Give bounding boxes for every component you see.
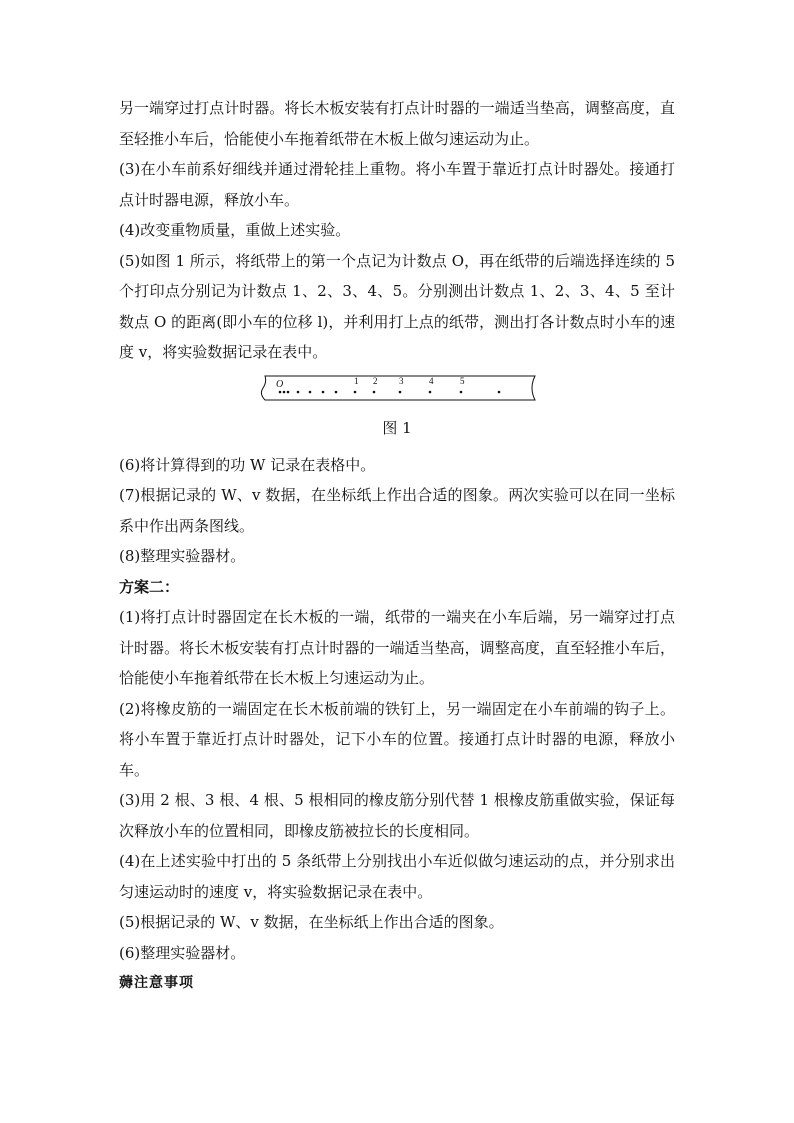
tape-dots	[279, 390, 501, 393]
section-heading-scheme-2: 方案二：	[119, 577, 180, 596]
figure-1-paper-tape	[119, 370, 675, 450]
tape-label-1: 1	[354, 375, 359, 386]
figure-caption: 图 1	[382, 418, 412, 437]
tape-label-5: 5	[460, 375, 465, 386]
paragraph: 另一端穿过打点计时器。将长木板安装有打点计时器的一端适当垫高，调整高度，直至轻推小车后，恰能使小车拖着纸带在木板上做匀速运动为止。	[119, 99, 675, 148]
tape-dot	[429, 390, 432, 393]
tape-label-2: 2	[373, 375, 378, 386]
tape-dot	[279, 390, 282, 393]
tape-dot	[309, 390, 312, 393]
paragraph: (1)将打点计时器固定在长木板的一端，纸带的一端夹在小车后端，另一端穿过打点计时器。将长木板安装有打点计时器的一端适当垫高，调整高度，直至轻推小车后，恰能使小车拖着纸带在长木板上匀速运动为止。	[119, 608, 675, 687]
tape-dot	[287, 390, 290, 393]
paragraph: (6)将计算得到的功 W 记录在表格中。	[119, 455, 376, 474]
paragraph: (5)如图 1 所示，将纸带上的第一个点记为计数点 O，再在纸带的后端选择连续的 5 个打印点分别记为计数点 1、2、3、4、5。分别测出计数点 1、2、3、4、5 至计数点 O 的距离(即小车的位移 l)，并利用打上点的纸带，测出打各计数点时小车的速度 v，将实验数据记录在表中。	[119, 251, 675, 361]
paragraph: (4)改变重物质量，重做上述实验。	[119, 221, 351, 239]
tape-dot	[373, 390, 376, 393]
paragraph: (3)在小车前系好细线并通过滑轮挂上重物。将小车置于靠近打点计时器处。接通打点计时器电源，释放小车。	[119, 160, 675, 209]
tape-label-3: 3	[399, 375, 404, 386]
paragraph: (4)在上述实验中打出的 5 条纸带上分别找出小车近似做匀速运动的点，并分别求出匀速运动时的速度 v，将实验数据记录在表中。	[119, 852, 675, 901]
tape-dot	[498, 390, 501, 393]
tape-dot	[460, 390, 463, 393]
paragraph: (5)根据记录的 W、v 数据，在坐标纸上作出合适的图象。	[119, 913, 504, 931]
tape-label-4: 4	[429, 375, 434, 386]
paragraph: (6)整理实验器材。	[119, 943, 246, 962]
section-heading-notes: 薅注意事项	[119, 975, 194, 991]
tape-dot	[283, 390, 286, 393]
document-body	[119, 93, 675, 998]
paragraph: (3)用 2 根、3 根、4 根、5 根相同的橡皮筋分别代替 1 根橡皮筋重做实验，保证每次释放小车的位置相同，即橡皮筋被拉长的长度相同。	[119, 791, 675, 840]
tape-dot	[335, 390, 338, 393]
tape-dot	[322, 390, 325, 393]
tape-dot	[297, 390, 300, 393]
tape-label-o: O	[276, 378, 284, 390]
tape-dot	[399, 390, 402, 393]
paragraph: (8)整理实验器材。	[119, 547, 246, 565]
paragraph: (2)将橡皮筋的一端固定在长木板前端的铁钉上，另一端固定在小车前端的钩子上。将小车置于靠近打点计时器处，记下小车的位置。接通打点计时器的电源，释放小车。	[119, 699, 675, 779]
tape-dot	[354, 390, 357, 393]
paragraph: (7)根据记录的 W、v 数据，在坐标纸上作出合适的图象。两次实验可以在同一坐标系中作出两条图线。	[119, 486, 675, 535]
